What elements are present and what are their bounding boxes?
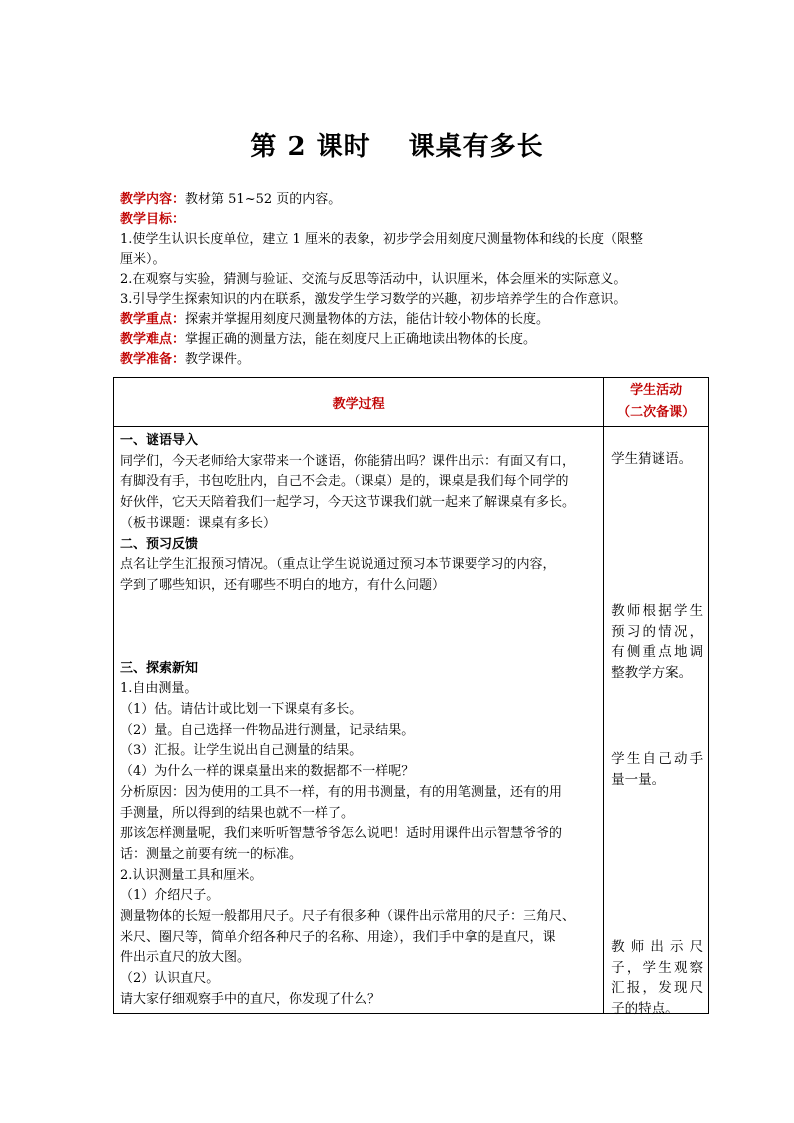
lesson-number: 第 2 课时	[250, 132, 371, 162]
activity-note-2: 教师根据学生预习的情况，有侧重点地调整教学方案。	[611, 603, 704, 682]
goal-line: 厘米）。	[120, 252, 166, 267]
process-line: （1）介绍尺子。	[120, 888, 220, 904]
process-line: 好伙伴，它天天陪着我们一起学习，今天这节课我们就一起来了解课桌有多长。	[120, 495, 576, 511]
process-line: （1）估。请估计或比划一下课桌有多长。	[120, 702, 363, 718]
section-title: 三、探索新知	[120, 660, 199, 676]
process-line: 分析原因：因为使用的工具不一样，有的用书测量，有的用笔测量，还有的用	[120, 784, 563, 800]
process-line: （2）认识直尺。	[120, 971, 220, 987]
lesson-name: 课桌有多长	[408, 132, 544, 162]
lesson-meta	[120, 190, 680, 370]
activity-cell	[604, 427, 709, 1018]
process-line: 点名让学生汇报预习情况。（重点让学生说说通过预习本节课要学习的内容，	[120, 557, 556, 573]
process-line: 米尺、圈尺等，简单介绍各种尺子的名称、用途），我们手中拿的是直尺，课	[120, 929, 556, 945]
lesson-table	[113, 377, 709, 1018]
content-row	[120, 190, 680, 210]
process-header: 教学过程	[114, 378, 604, 427]
process-cell	[114, 427, 604, 1014]
process-line: 那该怎样测量呢，我们来听听智慧爷爷怎么说吧！适时用课件出示智慧爷爷的	[120, 826, 563, 842]
process-line: 2.认识测量工具和厘米。	[120, 867, 263, 883]
process-line: 学到了哪些知识，还有哪些不明白的地方，有什么问题）	[120, 577, 446, 593]
goal-line: 2.在观察与实验，猜测与验证、交流与反思等活动中，认识厘米，体会厘米的实际意义。	[120, 272, 627, 287]
section-title: 二、预习反馈	[120, 536, 199, 552]
process-line: 手测量，所以得到的结果也就不一样了。	[120, 805, 355, 821]
goal-line: 1.使学生认识长度单位，建立 1 厘米的表象，初步学会用刻度尺测量物体和线的长度（限整	[120, 232, 643, 247]
activity-note-4: 教师出示尺子，学生观察汇报，发现尺子的特点。	[611, 939, 704, 1018]
prep-row	[120, 350, 680, 370]
prep-text: 教学课件。	[185, 352, 251, 367]
prep-label: 教学准备：	[120, 352, 186, 367]
section-title: 一、谜语导入	[120, 433, 199, 448]
activity-note-1: 学生猜谜语。	[611, 451, 693, 467]
process-line: （4）为什么一样的课桌量出来的数据都不一样呢？	[120, 764, 415, 780]
page-title	[0, 126, 794, 163]
process-line: （板书课题：课桌有多长）	[120, 515, 277, 531]
process-line: 件出示直尺的放大图。	[120, 950, 251, 966]
process-line: 测量物体的长短一般都用尺子。尺子有很多种（课件出示常用的尺子：三角尺、	[120, 909, 576, 925]
content-text: 教材第 51~52 页的内容。	[185, 192, 342, 207]
activity-header-line2: （二次备课）	[617, 405, 696, 420]
content-label: 教学内容：	[120, 192, 186, 207]
key-row	[120, 310, 680, 330]
goals-row	[120, 210, 680, 230]
process-line: （3）汇报。让学生说出自己测量的结果。	[120, 743, 363, 759]
process-line: 请大家仔细观察手中的直尺，你发现了什么？	[120, 991, 381, 1007]
goal-line: 3.引导学生探索知识的内在联系，激发学生学习数学的兴趣，初步培养学生的合作意识。	[120, 292, 627, 307]
activity-header-line1: 学生活动	[630, 383, 683, 398]
goals-label: 教学目标：	[120, 212, 186, 227]
process-line: （2）量。自己选择一件物品进行测量，记录结果。	[120, 722, 415, 738]
key-label: 教学重点：	[120, 312, 186, 327]
activity-header	[604, 378, 709, 427]
process-line: 1.自由测量。	[120, 681, 198, 697]
activity-note-3: 学生自己动手量一量。	[611, 751, 704, 788]
process-line: 话：测量之前要有统一的标准。	[120, 846, 303, 862]
process-line: 同学们，今天老师给大家带来一个谜语，你能猜出吗？课件出示：有面又有口，	[120, 453, 576, 469]
difficulty-row	[120, 330, 680, 350]
key-text: 探索并掌握用刻度尺测量物体的方法，能估计较小物体的长度。	[185, 312, 550, 327]
process-line: 有脚没有手，书包吃肚内，自己不会走。（课桌）是的，课桌是我们每个同学的	[120, 474, 569, 490]
difficulty-label: 教学难点：	[120, 332, 186, 347]
spacer	[120, 597, 597, 659]
difficulty-text: 掌握正确的测量方法，能在刻度尺上正确地读出物体的长度。	[185, 332, 537, 347]
